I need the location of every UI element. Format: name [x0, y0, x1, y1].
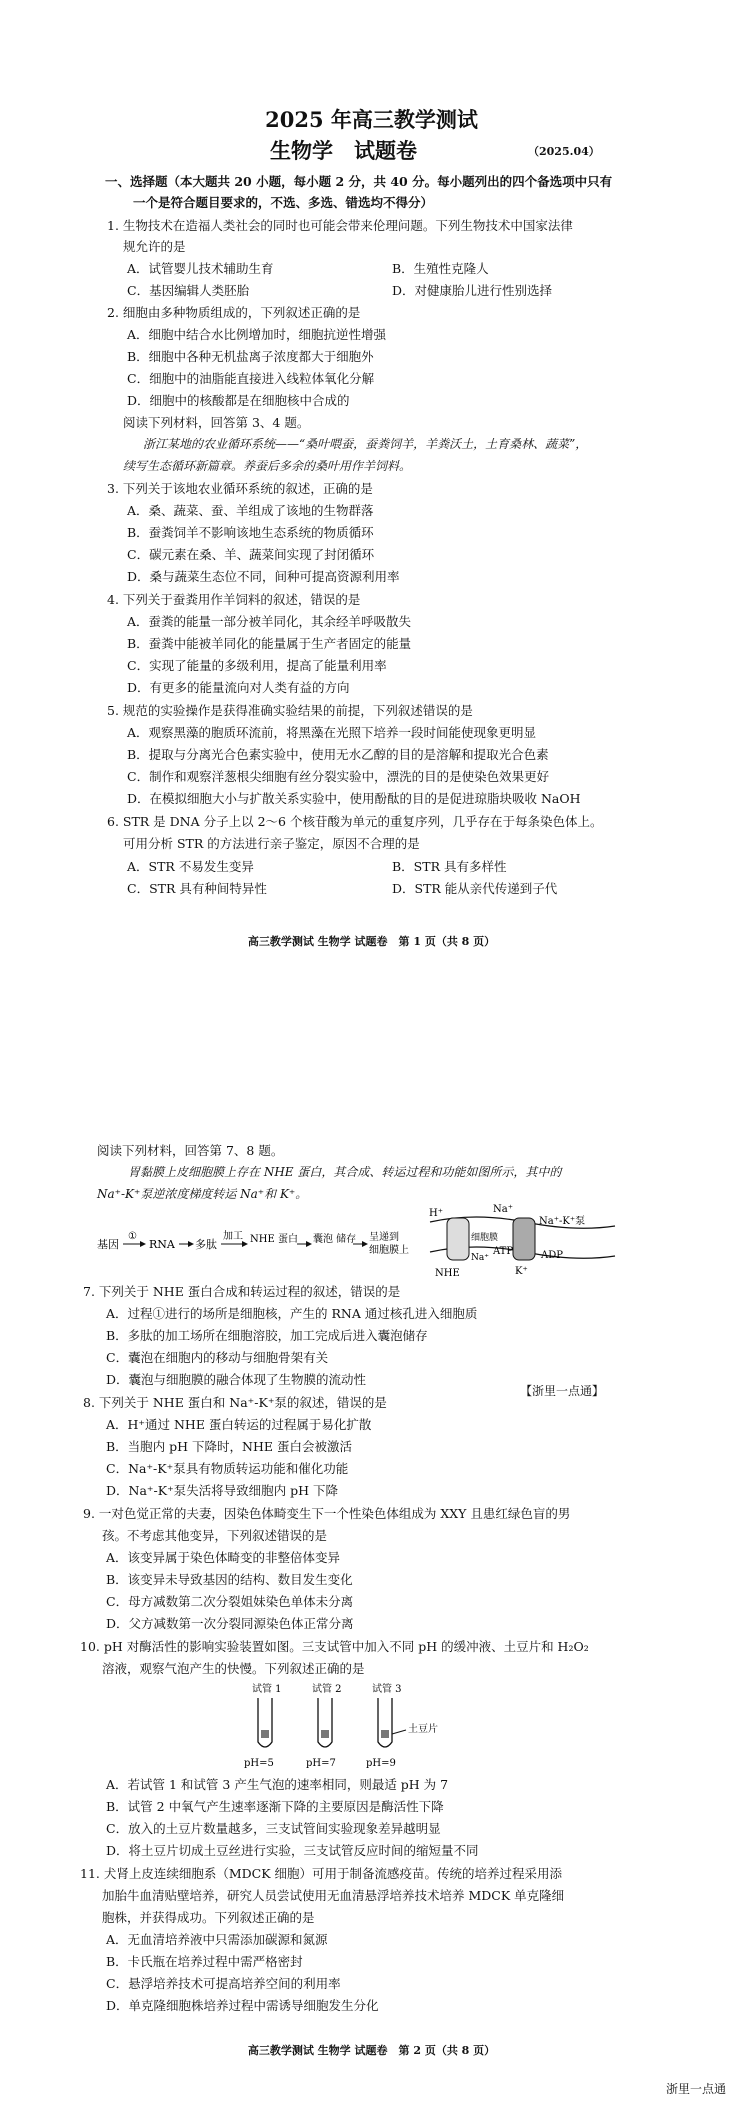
read34-material-cont: 续写生态循环新篇章。养蚕后多余的桑叶用作羊饲料。 — [123, 459, 412, 473]
tube3-ph: pH=9 — [366, 1758, 396, 1769]
read34-intro: 阅读下列材料，回答第 3、4 题。 — [123, 415, 310, 430]
q10-option-d: D．将土豆片切成土豆丝进行实验，三支试管反应时间的缩短量不同 — [106, 1843, 479, 1858]
q4-option-c: C．实现了能量的多级利用，提高了能量利用率 — [127, 658, 387, 673]
q9-option-d: D．父方减数第一次分裂同源染色体正常分离 — [106, 1616, 354, 1631]
q7-option-b: B．多肽的加工场所在细胞溶胶，加工完成后进入囊泡储存 — [106, 1328, 428, 1343]
q9-stem-cont: 孩。不考虑其他变异，下列叙述错误的是 — [102, 1528, 328, 1543]
q10-option-c: C．放入的土豆片数量越多，三支试管间实验现象差异越明显 — [106, 1821, 441, 1836]
q6-option-d: D．STR 能从亲代传递到子代 — [392, 881, 558, 896]
diagram-peptide: 多肽 — [195, 1238, 217, 1251]
q6-option-c: C．STR 具有种间特异性 — [127, 881, 267, 896]
read78-material-cont: Na⁺-K⁺泵逆浓度梯度转运 Na⁺和 K⁺。 — [97, 1187, 308, 1201]
diagram-membrane: 细胞膜 — [471, 1233, 499, 1243]
exam-subtitle: 生物学 试题卷 — [270, 138, 417, 163]
corner-watermark: 浙里一点通 — [666, 2082, 727, 2096]
diagram-pump: Na⁺-K⁺泵 — [539, 1216, 586, 1227]
q11-stem-cont2: 胞株，并获得成功。下列叙述正确的是 — [102, 1910, 315, 1925]
q11-stem: 11. 犬肾上皮连续细胞系（MDCK 细胞）可用于制备流感疫苗。传统的培养过程采用添 — [80, 1866, 563, 1881]
diagram-present-cont: 细胞膜上 — [369, 1245, 409, 1256]
q9-option-b: B．该变异未导致基因的结构、数目发生变化 — [106, 1572, 353, 1587]
q2-option-d: D．细胞中的核酸都是在细胞核中合成的 — [127, 393, 350, 408]
q5-option-d: D．在模拟细胞大小与扩散关系实验中，使用酚酞的目的是促进琼脂块吸收 NaOH — [127, 791, 581, 806]
potato-label: 土豆片 — [408, 1724, 438, 1735]
q2-stem: 2. 细胞由多种物质组成的，下列叙述正确的是 — [107, 305, 361, 320]
q4-option-b: B．蚕粪中能被羊同化的能量属于生产者固定的能量 — [127, 636, 412, 651]
q3-option-c: C．碳元素在桑、羊、蔬菜间实现了封闭循环 — [127, 547, 375, 562]
tube1-ph: pH=5 — [244, 1758, 274, 1769]
diagram-nhe-protein: NHE 蛋白 — [250, 1234, 298, 1245]
q6-stem: 6. STR 是 DNA 分子上以 2～6 个核苷酸为单元的重复序列，几乎存在于每条染色体上。 — [107, 814, 603, 829]
diagram-process: 加工 — [223, 1231, 243, 1242]
q1-option-d: D．对健康胎儿进行性别选择 — [392, 283, 553, 298]
page2-footer: 高三教学测试 生物学 试题卷 第 2 页（共 8 页） — [247, 2044, 496, 2057]
diagram-step1: ① — [128, 1231, 137, 1242]
test-tube-figure — [240, 1680, 480, 1772]
q3-option-b: B．蚕粪饲羊不影响该地生态系统的物质循环 — [127, 525, 374, 540]
section-heading: 一、选择题（本大题共 20 小题，每小题 2 分，共 40 分。每小题列出的四个备选项中只有 — [105, 174, 613, 189]
q6-option-b: B．STR 具有多样性 — [392, 859, 507, 874]
diagram-na-ion-mid: Na⁺ — [471, 1253, 489, 1263]
diagram-h-ion: H⁺ — [429, 1208, 443, 1219]
tube2-ph: pH=7 — [306, 1758, 336, 1769]
q8-option-b: B．当胞内 pH 下降时，NHE 蛋白会被激活 — [106, 1439, 352, 1454]
q11-option-c: C．悬浮培养技术可提高培养空间的利用率 — [106, 1976, 341, 1991]
tube1 — [258, 1698, 272, 1747]
exam-date: （2025.04） — [528, 145, 600, 158]
tube3-label: 试管 3 — [372, 1684, 402, 1695]
q8-option-d: D．Na⁺-K⁺泵失活将导致细胞内 pH 下降 — [106, 1483, 339, 1498]
diagram-atp: ATP — [493, 1246, 514, 1257]
diagram-gene: 基因 — [97, 1238, 119, 1251]
nhe-diagram — [95, 1202, 635, 1282]
q10-option-a: A．若试管 1 和试管 3 产生气泡的速率相同，则最适 pH 为 7 — [106, 1777, 449, 1792]
nhe-channel — [447, 1218, 469, 1260]
q11-option-a: A．无血清培养液中只需添加碳源和氮源 — [106, 1932, 328, 1947]
diagram-na-ion-top: Na⁺ — [493, 1204, 513, 1215]
q3-option-d: D．桑与蔬菜生态位不同，间种可提高资源利用率 — [127, 569, 400, 584]
potato-pointer — [392, 1730, 406, 1734]
q9-option-c: C．母方减数第二次分裂姐妹染色单体未分离 — [106, 1594, 354, 1609]
q5-option-a: A．观察黑藻的胞质环流前，将黑藻在光照下培养一段时间能使现象更明显 — [127, 725, 537, 740]
potato-slice-3 — [381, 1730, 389, 1738]
q3-stem: 3. 下列关于该地农业循环系统的叙述，正确的是 — [107, 481, 373, 496]
diagram-adp: ADP — [541, 1250, 563, 1261]
read78-intro: 阅读下列材料，回答第 7、8 题。 — [97, 1143, 284, 1158]
q1-stem-cont: 规允许的是 — [123, 239, 186, 254]
q1-option-c: C．基因编辑人类胚胎 — [127, 283, 250, 298]
q1-option-a: A．试管婴儿技术辅助生育 — [127, 261, 274, 276]
q8-stem: 8. 下列关于 NHE 蛋白和 Na⁺-K⁺泵的叙述，错误的是 — [83, 1395, 387, 1410]
q10-option-b: B．试管 2 中氧气产生速率逐渐下降的主要原因是酶活性下降 — [106, 1799, 444, 1814]
q2-option-b: B．细胞中各种无机盐离子浓度都大于细胞外 — [127, 349, 374, 364]
q5-stem: 5. 规范的实验操作是获得准确实验结果的前提，下列叙述错误的是 — [107, 703, 473, 718]
q1-option-b: B．生殖性克隆人 — [392, 261, 489, 276]
potato-slice-1 — [261, 1730, 269, 1738]
q7-option-c: C．囊泡在细胞内的移动与细胞骨架有关 — [106, 1350, 329, 1365]
read34-material: 浙江某地的农业循环系统——“桑叶喂蚕，蚕粪饲羊，羊粪沃土，土育桑林、蔬菜”， — [143, 437, 588, 451]
q4-option-d: D．有更多的能量流向对人类有益的方向 — [127, 680, 350, 695]
q9-option-a: A．该变异属于染色体畸变的非整倍体变异 — [106, 1550, 341, 1565]
q11-stem-cont1: 加胎牛血清贴壁培养，研究人员尝试使用无血清悬浮培养技术培养 MDCK 单克隆细 — [102, 1888, 565, 1903]
na-k-pump — [513, 1218, 535, 1260]
tube1-label: 试管 1 — [252, 1684, 282, 1695]
q6-option-a: A．STR 不易发生变异 — [127, 859, 254, 874]
q4-stem: 4. 下列关于蚕粪用作羊饲料的叙述，错误的是 — [107, 592, 361, 607]
q5-option-c: C．制作和观察洋葱根尖细胞有丝分裂实验中，漂洗的目的是使染色效果更好 — [127, 769, 550, 784]
potato-slice-2 — [321, 1730, 329, 1738]
q3-option-a: A．桑、蔬菜、蚕、羊组成了该地的生物群落 — [127, 503, 374, 518]
watermark: 【浙里一点通】 — [520, 1384, 605, 1398]
q2-option-c: C．细胞中的油脂能直接进入线粒体氧化分解 — [127, 371, 375, 386]
q11-option-b: B．卡氏瓶在培养过程中需严格密封 — [106, 1954, 303, 1969]
q6-stem-cont: 可用分析 STR 的方法进行亲子鉴定，原因不合理的是 — [123, 836, 420, 851]
q5-option-b: B．提取与分离光合色素实验中，使用无水乙醇的目的是溶解和提取光合色素 — [127, 747, 549, 762]
section-heading-cont: 一个是符合题目要求的，不选、多选、错选均不得分） — [133, 195, 434, 210]
q10-stem-cont: 溶液，观察气泡产生的快慢。下列叙述正确的是 — [102, 1661, 365, 1676]
q8-option-c: C．Na⁺-K⁺泵具有物质转运功能和催化功能 — [106, 1461, 349, 1476]
q1-stem: 1. 生物技术在造福人类社会的同时也可能会带来伦理问题。下列生物技术中国家法律 — [107, 218, 573, 233]
diagram-nhe: NHE — [435, 1268, 460, 1279]
q2-option-a: A．细胞中结合水比例增加时，细胞抗逆性增强 — [127, 327, 387, 342]
page1-footer: 高三教学测试 生物学 试题卷 第 1 页（共 8 页） — [247, 935, 496, 948]
tube2-label: 试管 2 — [312, 1684, 342, 1695]
q4-option-a: A．蚕粪的能量一部分被羊同化，其余经羊呼吸散失 — [127, 614, 412, 629]
diagram-present: 呈递到 — [369, 1232, 399, 1243]
read78-material: 胃黏膜上皮细胞膜上存在 NHE 蛋白，其合成、转运过程和功能如图所示，其中的 — [128, 1165, 562, 1179]
q7-option-d: D．囊泡与细胞膜的融合体现了生物膜的流动性 — [106, 1372, 367, 1387]
diagram-k-ion: K⁺ — [515, 1266, 528, 1277]
q7-option-a: A．过程①进行的场所是细胞核，产生的 RNA 通过核孔进入细胞质 — [106, 1306, 478, 1321]
q8-option-a: A．H⁺通过 NHE 蛋白转运的过程属于易化扩散 — [106, 1417, 372, 1432]
q9-stem: 9. 一对色觉正常的夫妻，因染色体畸变生下一个性染色体组成为 XXY 且患红绿色盲的男 — [83, 1506, 571, 1521]
tube2 — [318, 1698, 332, 1747]
exam-title: 2025 年高三教学测试 — [265, 107, 478, 132]
diagram-vesicle: 囊泡 储存 — [313, 1234, 357, 1245]
q10-stem: 10. pH 对酶活性的影响实验装置如图。三支试管中加入不同 pH 的缓冲液、土豆片和 H₂O₂ — [80, 1639, 589, 1654]
diagram-rna: RNA — [149, 1238, 175, 1251]
q7-stem: 7. 下列关于 NHE 蛋白合成和转运过程的叙述，错误的是 — [83, 1284, 401, 1299]
tube3 — [378, 1698, 392, 1747]
q11-option-d: D．单克隆细胞株培养过程中需诱导细胞发生分化 — [106, 1998, 379, 2013]
